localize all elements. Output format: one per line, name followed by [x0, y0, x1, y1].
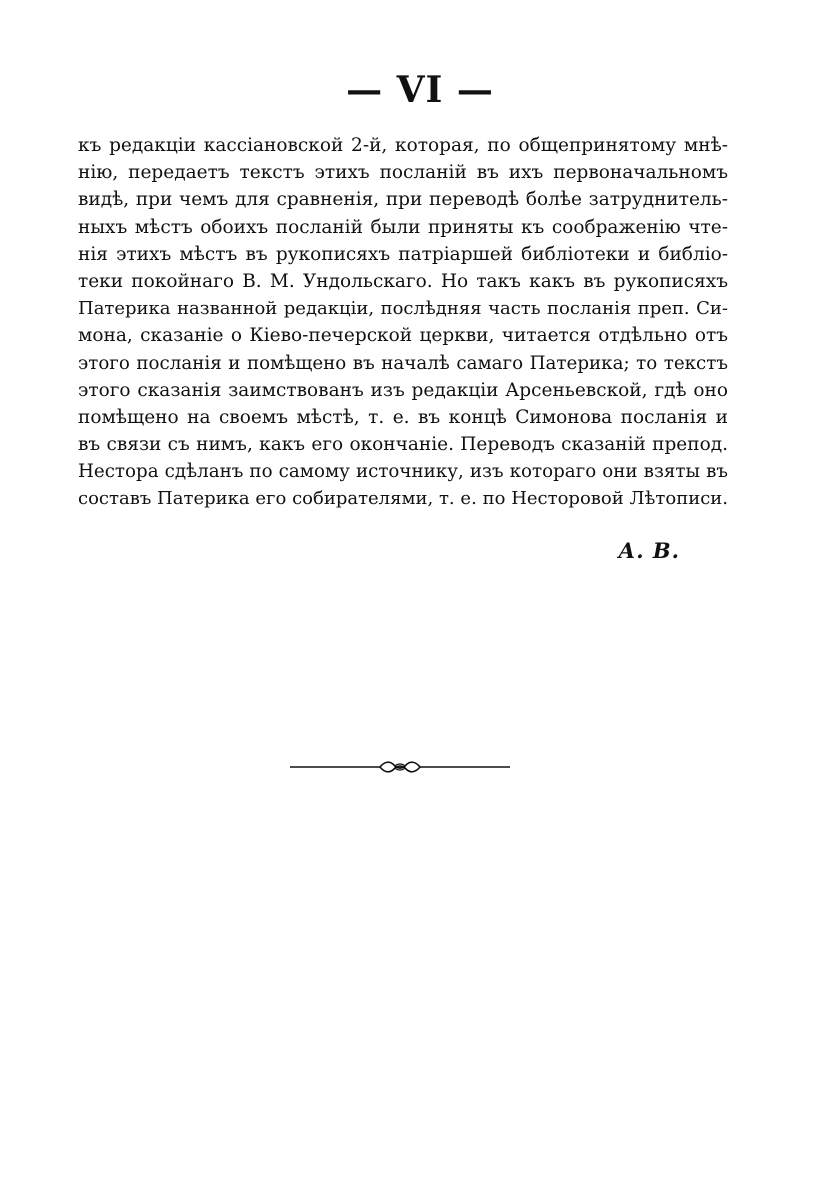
text-line: ныхъ мѣстъ обоихъ посланій были приняты къ соображенію чте-	[78, 216, 728, 238]
text-line: въ связи съ нимъ, какъ его окончаніе. Переводъ сказаній препод.	[78, 434, 728, 456]
signature: А. В.	[618, 538, 680, 563]
text-line: теки покойнаго В. М. Ундольскаго. Но такъ какъ въ рукописяхъ	[78, 270, 728, 292]
text-line: этого посланія и помѣщено въ началѣ самаго Патерика; то текстъ	[78, 352, 728, 374]
text-line: помѣщено на своемъ мѣстѣ, т. е. въ концѣ Симонова посланія и	[78, 406, 728, 428]
text-line: мона, сказаніе о Кіево-печерской церкви, читается отдѣльно отъ	[78, 325, 728, 347]
text-line: Нестора сдѣланъ по самому источнику, изъ котораго они взяты въ	[78, 461, 728, 483]
text-line: къ редакціи кассіановской 2-й, которая, по общепринятому мнѣ-	[78, 135, 728, 156]
page-number: — VI —	[346, 69, 494, 111]
text-line: составъ Патерика его собирателями, т. е. по Несторовой Лѣтописи.	[78, 488, 728, 510]
ornament-divider-icon	[290, 755, 510, 779]
text-line: Патерика названной редакціи, послѣдняя часть посланія преп. Си-	[78, 298, 728, 320]
text-line: нію, передаетъ текстъ этихъ посланій въ ихъ первоначальномъ	[78, 162, 728, 184]
text-line: нія этихъ мѣстъ въ рукописяхъ патріаршей библіотеки и библіо-	[78, 243, 728, 265]
body-text	[78, 132, 728, 513]
text-line: видѣ, при чемъ для сравненія, при переводѣ болѣе затруднитель-	[78, 189, 728, 211]
text-line: этого сказанія заимствованъ изъ редакціи Арсеньевской, гдѣ оно	[78, 379, 728, 401]
